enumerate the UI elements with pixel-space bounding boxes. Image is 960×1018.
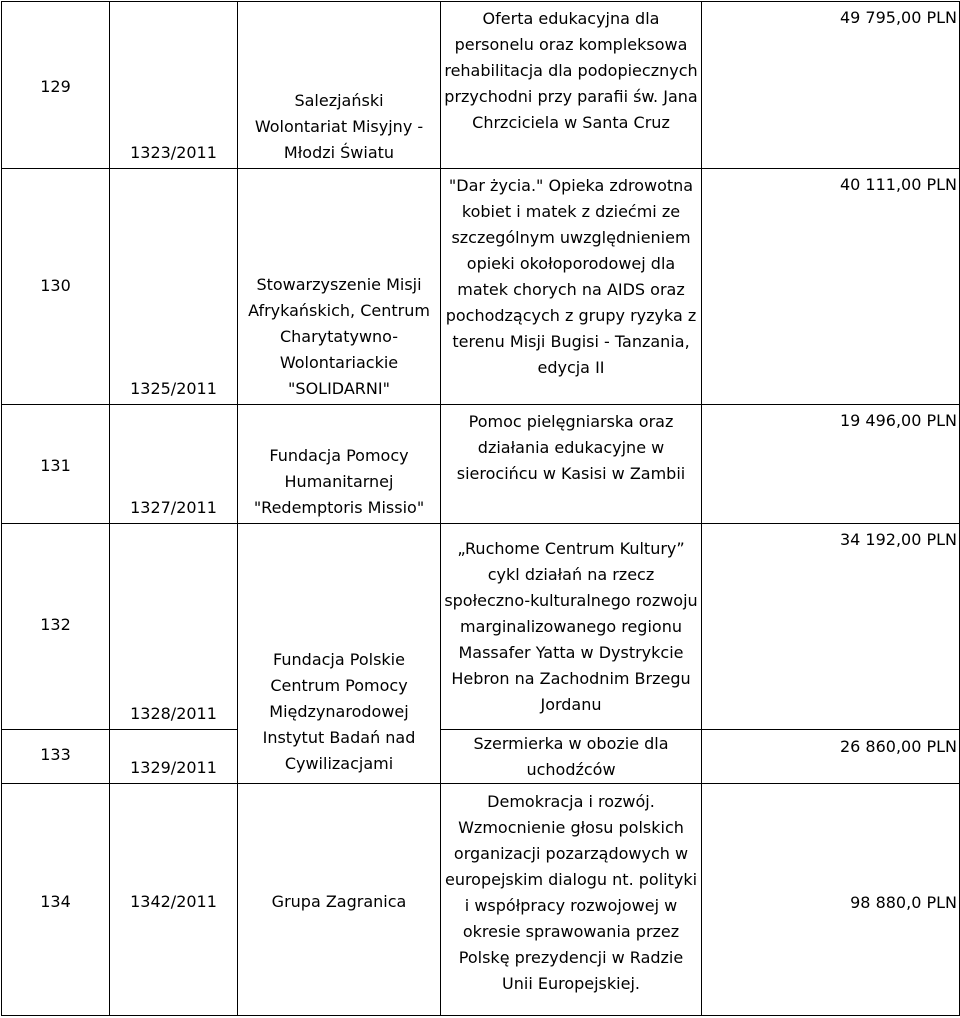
row-title-cell — [441, 784, 702, 1016]
row-lp-cell — [2, 730, 110, 784]
row-amount: 49 795,00 PLN — [839, 8, 957, 27]
row-lp: 134 — [40, 892, 71, 911]
row-organization-cell — [238, 524, 441, 784]
row-organization-cell — [238, 2, 441, 169]
row-amount: 19 496,00 PLN — [839, 411, 957, 430]
row-number: 1327/2011 — [130, 498, 217, 517]
row-organization-cell — [238, 784, 441, 1016]
row-number-cell — [110, 730, 238, 784]
row-lp-cell — [2, 405, 110, 524]
table-row — [2, 2, 960, 169]
row-amount: 98 880,0 PLN — [850, 893, 957, 912]
row-title-cell — [441, 730, 702, 784]
row-title-cell — [441, 169, 702, 405]
row-amount: 26 860,00 PLN — [839, 737, 957, 756]
row-amount-cell — [702, 405, 960, 524]
row-lp-cell — [2, 784, 110, 1016]
table-row — [2, 169, 960, 405]
row-number: 1325/2011 — [130, 379, 217, 398]
row-number-cell — [110, 2, 238, 169]
row-title-cell — [441, 524, 702, 730]
row-number-cell — [110, 169, 238, 405]
row-number: 1342/2011 — [130, 892, 217, 911]
row-title: Oferta edukacyjna dla personelu oraz kompleksowa rehabilitacja dla podopiecznych przychodni przy parafii św. Jana Chrzciciela w Santa Cruz — [444, 9, 698, 132]
row-amount-cell — [702, 730, 960, 784]
row-number: 1323/2011 — [130, 143, 217, 162]
table-row — [2, 784, 960, 1016]
row-title-cell — [441, 2, 702, 169]
row-organization: Instytut Badań nad Cywilizacjami — [262, 728, 416, 773]
row-organization: Grupa Zagranica — [271, 892, 407, 911]
row-amount-cell — [702, 524, 960, 730]
row-amount: 40 111,00 PLN — [839, 175, 957, 194]
row-title: "Dar życia." Opieka zdrowotna kobiet i matek z dziećmi ze szczególnym uwzględnieniem opieki okołoporodowej dla matek chorych na AIDS oraz pochodzących z grupy ryzyka z terenu Misji Bugisi - Tanzania, edycja II — [445, 176, 697, 377]
row-lp-cell — [2, 2, 110, 169]
row-title: Szermierka w obozie dla uchodźców — [473, 734, 669, 779]
row-lp: 129 — [40, 77, 71, 96]
row-organization: Fundacja Pomocy Humanitarnej "Redemptoris Missio" — [253, 446, 425, 517]
table-row — [2, 730, 960, 784]
row-lp: 131 — [40, 456, 71, 475]
row-number-cell — [110, 524, 238, 730]
row-number: 1329/2011 — [130, 758, 217, 777]
grants-table — [1, 1, 960, 1016]
row-organization-cell — [238, 405, 441, 524]
row-organization-cell — [238, 169, 441, 405]
table-row — [2, 405, 960, 524]
row-number: 1328/2011 — [130, 704, 217, 723]
row-title: Demokracja i rozwój. Wzmocnienie głosu polskich organizacji pozarządowych w europejskim dialogu nt. polityki i współpracy rozwojowej w okresie sprawowania przez Polskę prezydencji w Radzie Unii Europejskiej. — [444, 792, 698, 993]
row-title: „Ruchome Centrum Kultury” cykl działań na rzecz społeczno-kulturalnego rozwoju marginalizowanego regionu Massafer Yatta w Dystrykcie Hebron na Zachodnim Brzegu Jordanu — [444, 539, 698, 714]
row-amount-cell — [702, 784, 960, 1016]
row-title: Pomoc pielęgniarska oraz działania edukacyjne w sierocińcu w Kasisi w Zambii — [456, 412, 686, 483]
row-organization: Stowarzyszenie Misji Afrykańskich, Centrum Charytatywno-Wolontariackie "SOLIDARNI" — [248, 275, 430, 398]
row-number-cell — [110, 784, 238, 1016]
row-amount-cell — [702, 169, 960, 405]
row-amount: 34 192,00 PLN — [839, 530, 957, 549]
row-organization: Salezjański Wolontariat Misyjny - Młodzi Światu — [254, 91, 424, 162]
row-lp-cell — [2, 169, 110, 405]
row-lp: 132 — [40, 615, 71, 634]
row-lp: 130 — [40, 276, 71, 295]
row-title-cell — [441, 405, 702, 524]
table-row — [2, 524, 960, 730]
row-organization: Fundacja Polskie Centrum Pomocy Międzynarodowej — [269, 650, 409, 721]
row-lp: 133 — [40, 745, 71, 764]
row-amount-cell — [702, 2, 960, 169]
row-number-cell — [110, 405, 238, 524]
row-lp-cell — [2, 524, 110, 730]
